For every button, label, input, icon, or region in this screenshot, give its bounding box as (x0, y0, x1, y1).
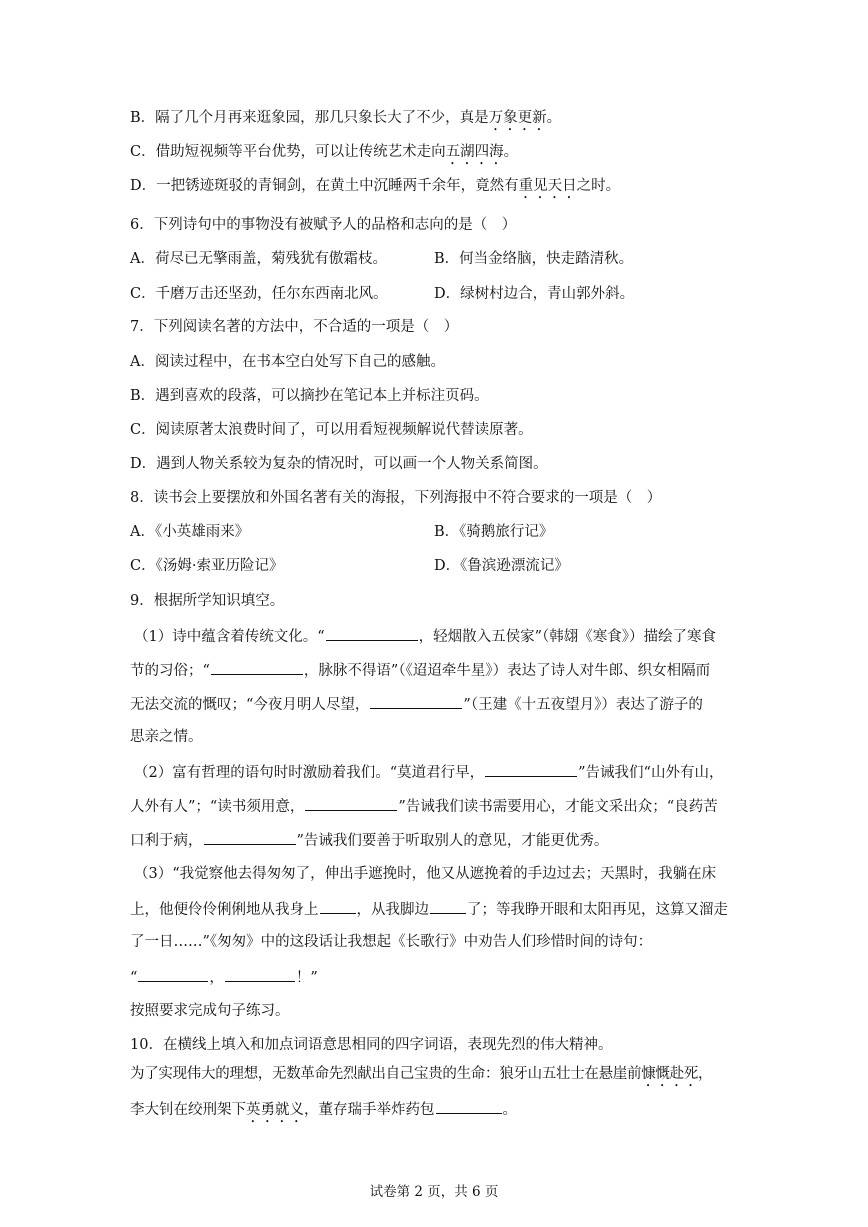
fill-blank[interactable] (436, 1098, 502, 1114)
q9-p1-line4: 思亲之情。 (130, 729, 203, 745)
q7-option-d: D．遇到人物关系较为复杂的情况时，可以画一个人物关系简图。 (130, 456, 548, 472)
q6-option-b: B．何当金络脑，快走踏清秋。 (434, 251, 634, 267)
q10-emphasis-word: 慷慨赴死 (641, 1066, 699, 1082)
q9-p1-text: （1）诗中蕴含着传统文化。“ (134, 629, 325, 645)
fill-blank[interactable] (320, 898, 356, 914)
q5-option-b-emphasis: 万象更新 (488, 110, 547, 126)
q8-option-b: B．《骑鹅旅行记》 (434, 524, 554, 540)
q10-text: ，董存瑞手举炸药包 (304, 1102, 435, 1118)
q9-p3-line3: 了一日……”《匆匆》中的这段话让我想起《长歌行》中劝告人们珍惜时间的诗句： (130, 934, 653, 950)
q9-p3-line2 (130, 898, 728, 920)
fill-blank[interactable] (211, 659, 303, 675)
q9-p1-line2 (130, 659, 710, 681)
q10-text: 李大钊在绞刑架下 (130, 1102, 246, 1118)
q5-option-d-end: 之时。 (576, 178, 621, 194)
fill-blank[interactable] (485, 761, 577, 777)
page-footer: 试卷第 2 页，共 6 页 (369, 1184, 499, 1200)
q5-option-b (130, 108, 561, 134)
q9-p1-text: ，轻烟散入五侯家”（韩翃《寒食》）描绘了寒食 (418, 629, 717, 645)
fill-blank[interactable] (305, 795, 397, 811)
section-instruction: 按照要求完成句子练习。 (130, 1003, 290, 1019)
q9-p2-text: 口利于病， (130, 833, 203, 849)
q5-option-c-emphasis: 五湖四海 (445, 144, 504, 160)
q9-p3-text: ！” (295, 970, 318, 986)
q9-stem: 9．根据所学知识填空。 (130, 593, 285, 609)
q7-option-b: B．遇到喜欢的段落，可以摘抄在笔记本上并标注页码。 (130, 388, 489, 404)
q9-p1-line3 (130, 693, 703, 715)
q10-text: ， (698, 1066, 713, 1082)
fill-blank[interactable] (225, 966, 295, 982)
q9-p2-text: ”告诫我们“山外有山， (578, 765, 724, 781)
q9-p2-text: 人外有人”；“读书须用意， (130, 799, 305, 815)
q9-p2-text: ”告诫我们读书需要用心，才能文采出众；“良药苦 (398, 799, 718, 815)
q7-option-c: C．阅读原著太浪费时间了，可以用看短视频解说代替读原著。 (130, 422, 533, 438)
q9-p2-line2 (130, 795, 718, 817)
q9-p1-text: ，脉脉不得语”（《迢迢牵牛星》）表达了诗人对牛郎、织女相隔而 (303, 663, 711, 679)
q9-p1-text: ”（王建《十五夜望月》）表达了游子的 (463, 697, 703, 713)
q5-option-c-end: 。 (503, 144, 519, 160)
q8-stem: 8．读书会上要摆放和外国名著有关的海报，下列海报中不符合要求的一项是（ ） (130, 490, 662, 506)
q7-option-a: A．阅读过程中，在书本空白处写下自己的感触。 (130, 354, 445, 370)
q9-p2-text: ”告诫我们要善于听取别人的意见，才能更优秀。 (296, 833, 609, 849)
q5-option-d-text: D．一把锈迹斑驳的青铜剑，在黄土中沉睡两千余年，竟然有 (130, 178, 519, 194)
q5-option-d (130, 176, 620, 202)
q8-option-c: C．《汤姆·索亚历险记》 (130, 558, 284, 574)
q10-line2 (130, 1098, 517, 1126)
q10-text: 。 (502, 1102, 517, 1118)
q9-p3-line1: （3）“我觉察他去得匆匆了，伸出手遮挽时，他又从遮挽着的手边过去；天黑时，我躺在床 (134, 866, 717, 882)
q9-p1-line1 (134, 625, 716, 647)
fill-blank[interactable] (430, 898, 466, 914)
q6-stem: 6．下列诗句中的事物没有被赋予人的品格和志向的是（ ） (130, 217, 517, 233)
q9-p3-line4 (130, 966, 318, 988)
fill-blank[interactable] (326, 625, 418, 641)
fill-blank[interactable] (370, 693, 462, 709)
q10-line1 (130, 1064, 712, 1090)
q10-stem: 10．在横线上填入和加点词语意思相同的四字词语，表现先烈的伟大精神。 (130, 1037, 613, 1053)
fill-blank[interactable] (204, 829, 296, 845)
q6-option-d: D．绿树村边合，青山郭外斜。 (434, 286, 635, 302)
q8-option-d: D．《鲁滨逊漂流记》 (434, 558, 569, 574)
q5-option-c (130, 142, 518, 168)
q7-stem: 7．下列阅读名著的方法中，不合适的一项是（ ） (130, 319, 459, 335)
fill-blank[interactable] (138, 966, 208, 982)
q9-p1-text: 节的习俗；“ (130, 663, 210, 679)
q9-p3-text: 了；等我睁开眼和太阳再见，这算又溜走 (467, 902, 728, 918)
q9-p3-text: “ (130, 970, 138, 986)
q10-emphasis-word: 英勇就义 (246, 1102, 304, 1118)
q10-text: 为了实现伟大的理想，无数革命先烈献出自己宝贵的生命：狼牙山五壮士在悬崖前 (130, 1066, 642, 1082)
q5-option-d-emphasis: 重见天日 (518, 178, 577, 194)
q9-p2-line1 (134, 761, 723, 783)
q9-p2-text: （2）富有哲理的语句时时激励着我们。“莫道君行早， (134, 765, 485, 781)
q5-option-b-end: 。 (546, 110, 562, 126)
q6-option-a: A．荷尽已无擎雨盖，菊残犹有傲霜枝。 (130, 251, 387, 267)
q8-option-a: A．《小英雄雨来》 (130, 524, 250, 540)
q5-option-c-text: C．借助短视频等平台优势，可以让传统艺术走向 (130, 144, 446, 160)
q5-option-b-text: B．隔了几个月再来逛象园，那几只象长大了不少，真是 (130, 110, 489, 126)
q9-p1-text: 无法交流的慨叹；“今夜月明人尽望， (130, 697, 370, 713)
q9-p3-text: 上，他便伶伶俐俐地从我身上 (130, 902, 319, 918)
q9-p3-text: ， (209, 970, 224, 986)
q9-p2-line3 (130, 829, 608, 851)
q9-p3-text: ，从我脚边 (356, 902, 429, 918)
q6-option-c: C．千磨万击还坚劲，任尔东西南北风。 (130, 286, 388, 302)
